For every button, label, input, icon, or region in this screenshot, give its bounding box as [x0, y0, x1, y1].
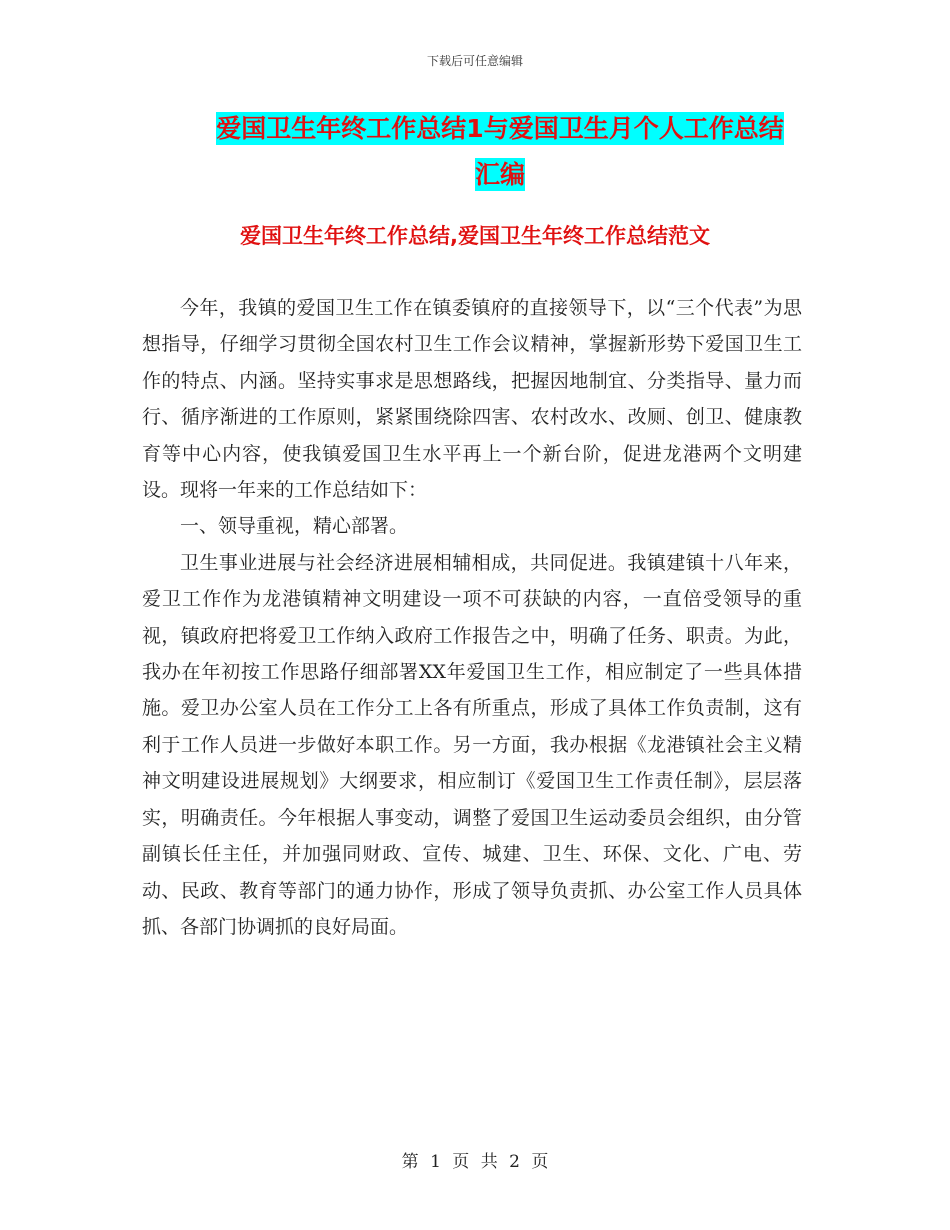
- document-title: [150, 106, 850, 198]
- document-subtitle: 爱国卫生年终工作总结,爱国卫生年终工作总结范文: [240, 224, 710, 248]
- document-title-line-2: 汇编: [474, 160, 525, 189]
- document-title-line-1: 爱国卫生年终工作总结1与爱国卫生月个人工作总结: [216, 114, 784, 143]
- body-paragraph-intro: 今年，我镇的爱国卫生工作在镇委镇府的直接领导下，以“三个代表”为思想指导，仔细学习贯彻全国农村卫生工作会议精神，掌握新形势下爱国卫生工作的特点、内涵。坚持实事求是思想路线，把握因地制宜、分类指导、量力而行、循序渐进的工作原则，紧紧围绕除四害、农村改水、改厕、创卫、健康教育等中心内容，使我镇爱国卫生水平再上一个新台阶，促进龙港两个文明建设。现将一年来的工作总结如下：: [142, 297, 802, 502]
- section-heading-1: 一、领导重视，精心部署。: [180, 515, 409, 538]
- page-number: 第 1 页 共 2 页: [401, 1152, 549, 1172]
- page-header-note: 下载后可任意编辑: [426, 54, 523, 68]
- document-body: [142, 290, 802, 945]
- body-paragraph-section-1: 卫生事业进展与社会经济进展相辅相成，共同促进。我镇建镇十八年来，爱卫工作作为龙港镇精神文明建设一项不可获缺的内容，一直倍受领导的重视，镇政府把将爱卫工作纳入政府工作报告之中，明确了任务、职责。为此，我办在年初按工作思路仔细部署XX年爱国卫生工作，相应制定了一些具体措施。爱卫办公室人员在工作分工上各有所重点，形成了具体工作负责制，这有利于工作人员进一步做好本职工作。另一方面，我办根据《龙港镇社会主义精神文明建设进展规划》大纲要求，相应制订《爱国卫生工作责任制》，层层落实，明确责任。今年根据人事变动，调整了爱国卫生运动委员会组织，由分管副镇长任主任，并加强同财政、宣传、城建、卫生、环保、文化、广电、劳动、民政、教育等部门的通力协作，形成了领导负责抓、办公室工作人员具体抓、各部门协调抓的良好局面。: [142, 551, 802, 938]
